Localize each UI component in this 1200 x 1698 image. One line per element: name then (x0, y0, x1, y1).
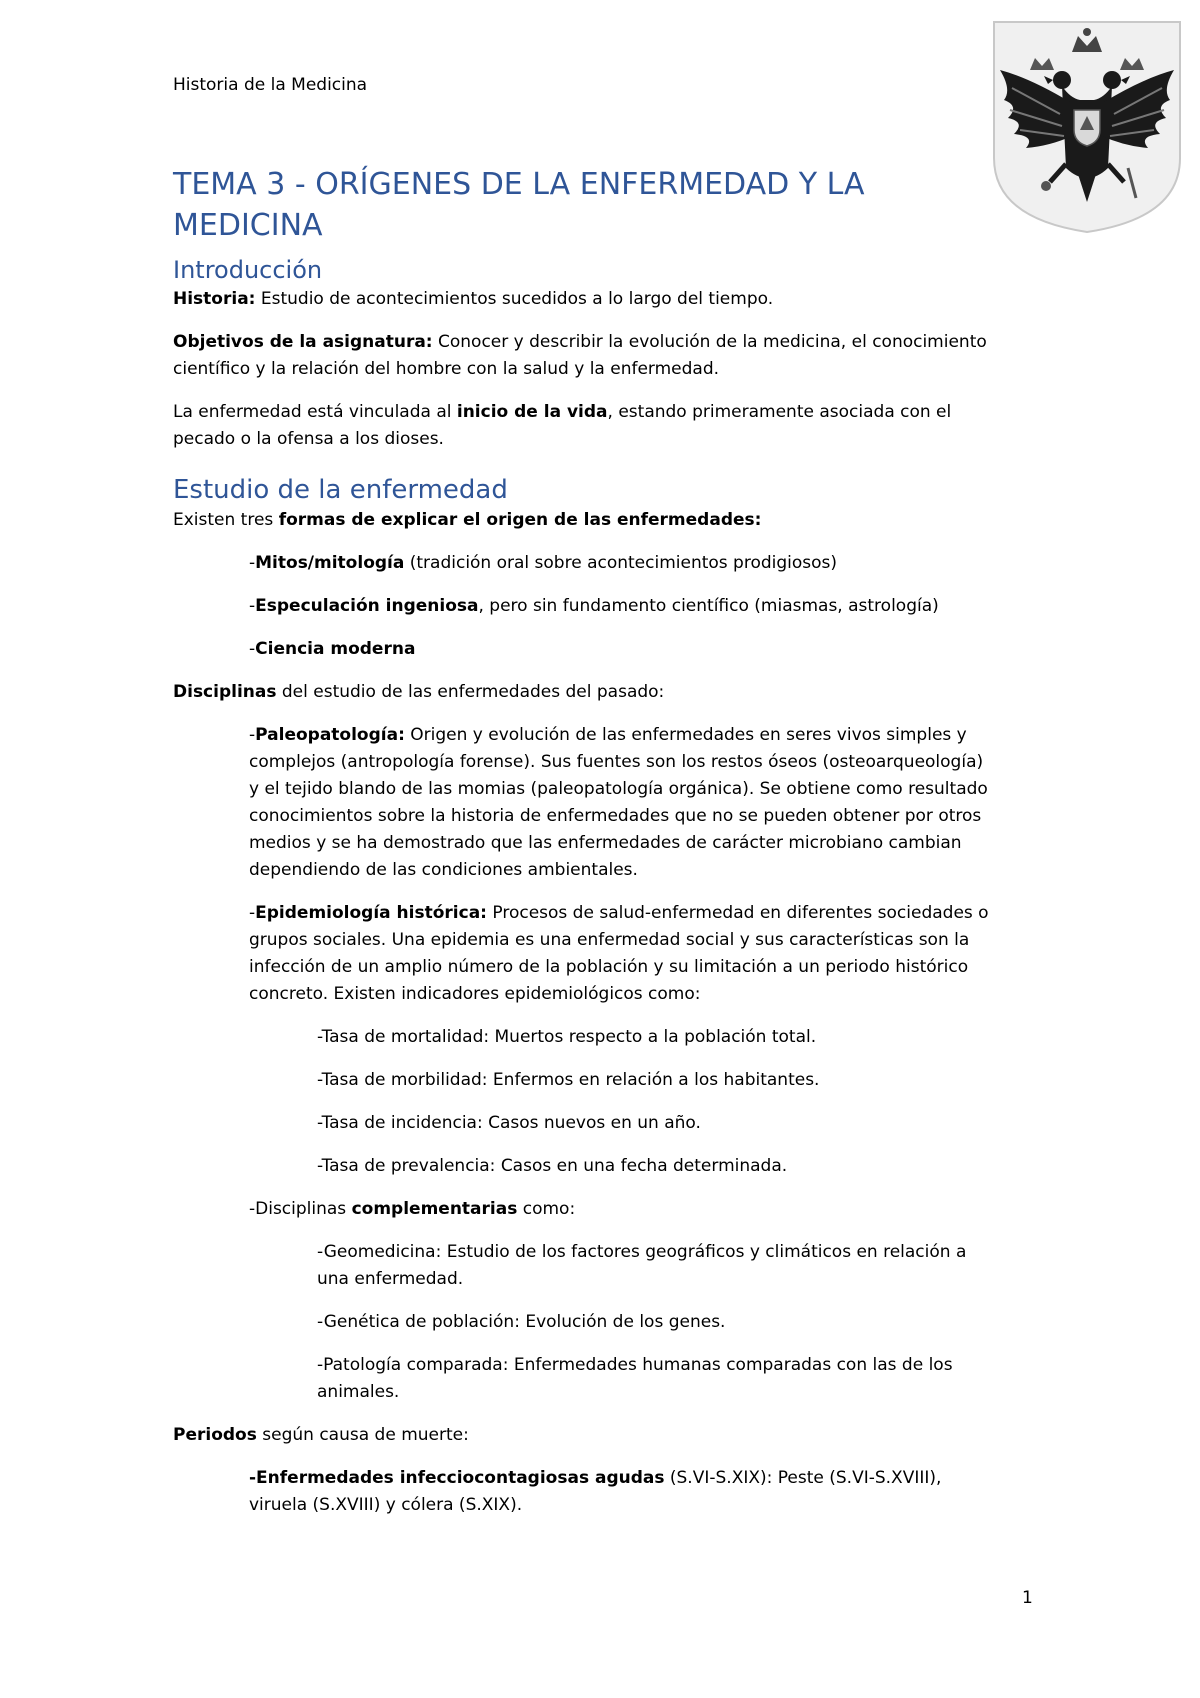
list-item-epidemiologia: -Epidemiología histórica: Procesos de salud-enfermedad en diferentes sociedades o grupos sociales. Una epidemia es una enfermedad social y sus características son la infección de un amplio número de la población y su limitación a un periodo histórico concreto. Existen indicadores epidemiológicos como: (249, 903, 989, 1004)
list-item-sub: -Genética de población: Evolución de los genes. (317, 1312, 726, 1332)
page-number: 1 (1022, 1588, 1033, 1608)
paragraph-disciplinas: Disciplinas del estudio de las enfermedades del pasado: (173, 682, 665, 702)
list-item-sub: -Patología comparada: Enfermedades humanas comparadas con las de los animales. (317, 1355, 953, 1402)
eagle-emblem-icon (990, 18, 1190, 238)
document-body (173, 164, 993, 1535)
list-item-especulacion: -Especulación ingeniosa, pero sin fundamento científico (miasmas, astrología) (249, 596, 939, 616)
list-item-agudas: -Enfermedades infecciocontagiosas agudas (S.VI-S.XIX): Peste (S.VI-S.XVIII), viruela (S.XVIII) y cólera (S.XIX). (249, 1468, 942, 1515)
paragraph-enfermedad-vida: La enfermedad está vinculada al inicio de la vida, estando primeramente asociada con el pecado o la ofensa a los dioses. (173, 402, 952, 449)
list-item-complementarias: -Disciplinas complementarias como: (249, 1199, 576, 1219)
list-item-sub: -Geomedicina: Estudio de los factores geográficos y climáticos en relación a una enfermedad. (317, 1242, 967, 1289)
paragraph-objetivos: Objetivos de la asignatura: Conocer y describir la evolución de la medicina, el conocimiento científico y la relación del hombre con la salud y la enfermedad. (173, 332, 987, 379)
list-item-rate: -Tasa de mortalidad: Muertos respecto a la población total. (317, 1027, 817, 1047)
list-item-paleopatologia: -Paleopatología: Origen y evolución de las enfermedades en seres vivos simples y complejos (antropología forense). Sus fuentes son los restos óseos (osteoarqueología) y el tejido blando de las momias (paleopatología orgánica). Se obtiene como resultado conocimientos sobre la historia de enfermedades que no se pueden obtener por otros medios y se ha demostrado que las enfermedades de carácter microbiano cambian dependiendo de las condiciones ambientales. (249, 725, 988, 880)
heading-estudio: Estudio de la enfermedad (173, 475, 508, 505)
list-item-rate: -Tasa de prevalencia: Casos en una fecha determinada. (317, 1156, 788, 1176)
running-header: Historia de la Medicina (173, 75, 368, 95)
paragraph-periodos: Periodos según causa de muerte: (173, 1425, 469, 1445)
list-item-mitos: -Mitos/mitología (tradición oral sobre acontecimientos prodigiosos) (249, 553, 838, 573)
list-item-rate: -Tasa de morbilidad: Enfermos en relación a los habitantes. (317, 1070, 820, 1090)
list-item-ciencia: -Ciencia moderna (249, 639, 416, 659)
paragraph-formas: Existen tres formas de explicar el origen de las enfermedades: (173, 510, 762, 530)
page-title: TEMA 3 - ORÍGENES DE LA ENFERMEDAD Y LA MEDICINA (173, 167, 865, 243)
coat-of-arms-emblem (990, 18, 1190, 238)
list-item-rate: -Tasa de incidencia: Casos nuevos en un año. (317, 1113, 701, 1133)
heading-introduccion: Introducción (173, 256, 323, 284)
paragraph-historia: Historia: Estudio de acontecimientos sucedidos a lo largo del tiempo. (173, 289, 774, 309)
